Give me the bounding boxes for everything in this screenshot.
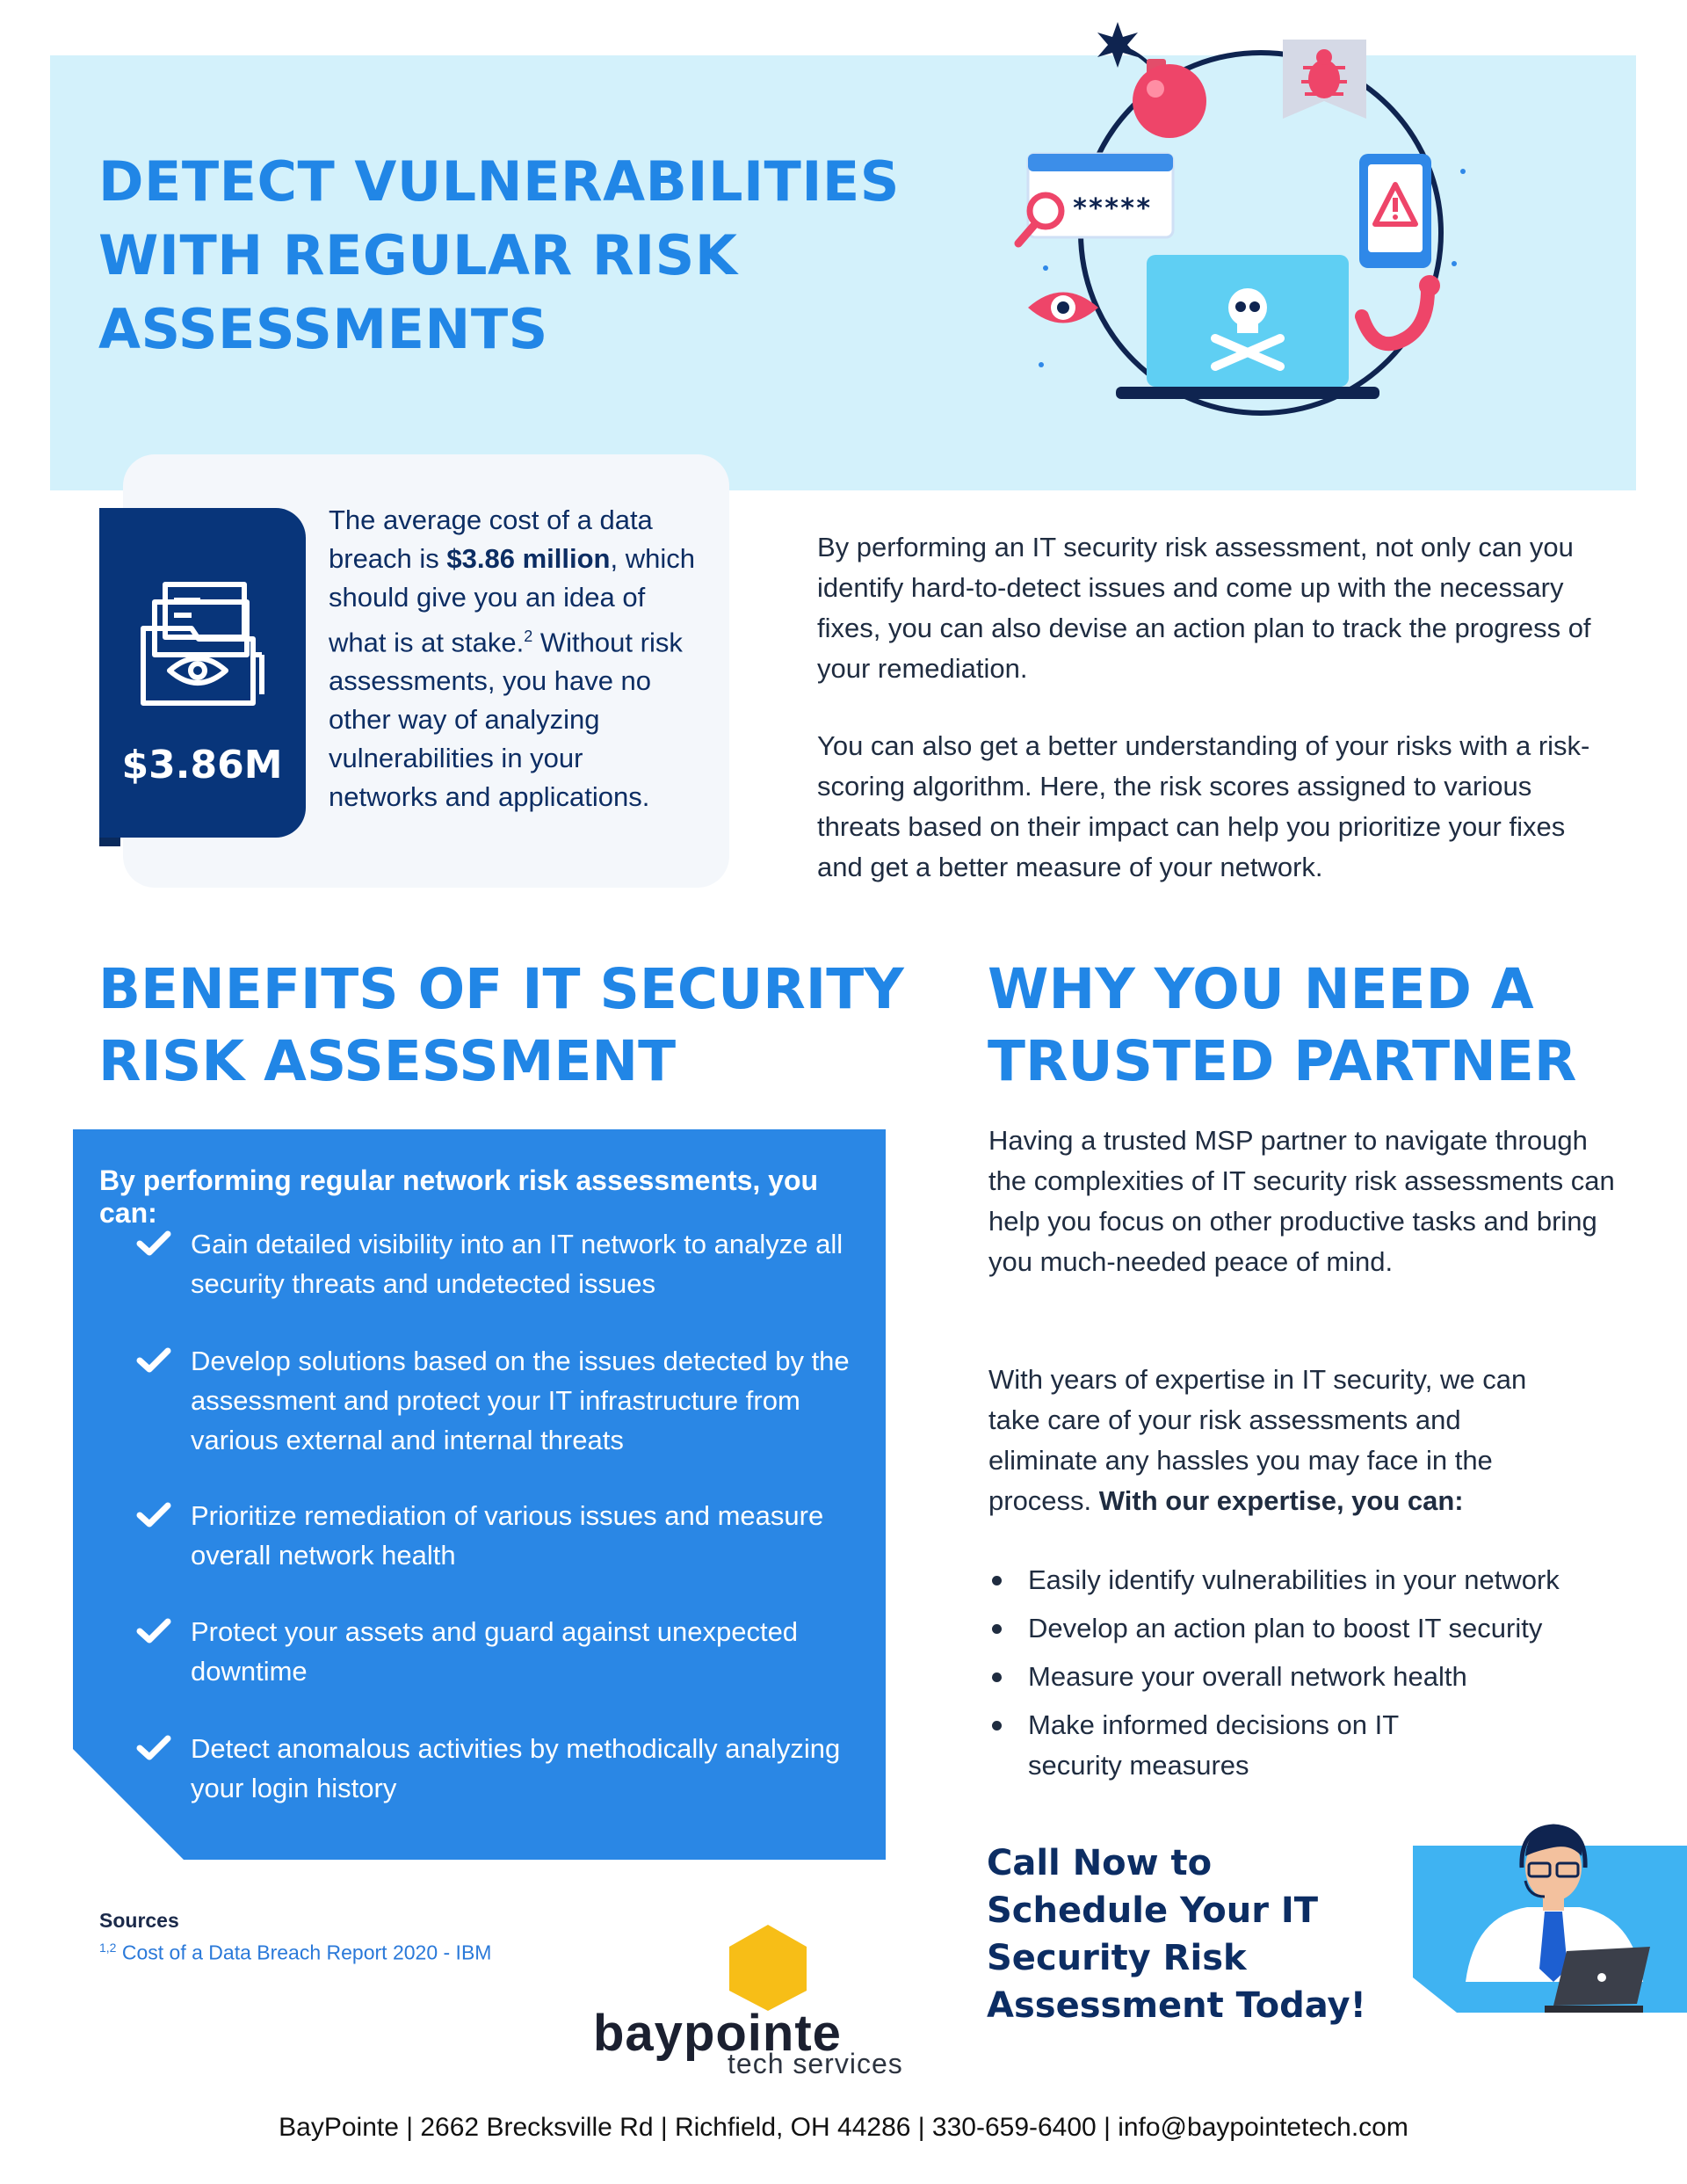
security-threats-illustration bbox=[1006, 13, 1498, 426]
call-to-action: Call Now to Schedule Your IT Security Risk Assessment Today! bbox=[987, 1843, 1366, 2026]
partner-text: With years of expertise in IT security, we can take care of your risk assessments and eliminate any hassles you may face in the process. bbox=[988, 1364, 1527, 1516]
mobile-alert-icon bbox=[1359, 154, 1431, 268]
benefits-intro: By performing regular network risk assessments, you can: bbox=[99, 1165, 819, 1229]
list-item bbox=[988, 1608, 1621, 1649]
benefit-text: Prioritize remediation of various issues and measure overall network health bbox=[191, 1500, 824, 1571]
list-item bbox=[988, 1705, 1432, 1786]
logo-subtitle: tech services bbox=[728, 2048, 903, 2079]
stat-fold bbox=[99, 838, 120, 846]
source-text: Cost of a Data Breach Report 2020 - IBM bbox=[116, 1941, 492, 1964]
support-agent-illustration bbox=[1413, 1802, 1687, 2013]
partner-text-bold: With our expertise, you can: bbox=[1098, 1485, 1464, 1516]
stat-text-bold: $3.86 million bbox=[446, 543, 611, 574]
stat-value: $3.86M bbox=[121, 743, 283, 787]
hexagon-logo-icon bbox=[728, 1923, 808, 2013]
check-icon bbox=[136, 1617, 171, 1643]
list-item bbox=[988, 1560, 1621, 1600]
benefit-text: Gain detailed visibility into an IT network to analyze all security threats and undetected issues bbox=[191, 1229, 844, 1299]
partner-title: WHY YOU NEED A TRUSTED PARTNER bbox=[988, 957, 1577, 1093]
check-icon bbox=[136, 1230, 171, 1256]
sources-title: Sources bbox=[99, 1909, 179, 1932]
logo-wordmark: baypointe bbox=[593, 2005, 842, 2062]
list-item bbox=[988, 1657, 1621, 1697]
page-title: DETECT VULNERABILITIES WITH REGULAR RISK ASSESSMENTS bbox=[98, 149, 900, 361]
partner-bullet-list bbox=[988, 1560, 1621, 1794]
source-citation[interactable] bbox=[99, 1941, 491, 1965]
stat-description bbox=[329, 501, 698, 816]
benefit-text: Develop solutions based on the issues detected by the assessment and protect your IT infrastructure from various external and internal threats bbox=[191, 1346, 850, 1455]
partner-paragraph-2 bbox=[988, 1360, 1551, 1521]
bullet-text: Develop an action plan to boost IT security bbox=[1028, 1613, 1543, 1643]
check-icon bbox=[136, 1501, 171, 1527]
stat-text-part: The average cost of a data breach is bbox=[329, 504, 653, 574]
benefit-item bbox=[136, 1612, 857, 1693]
bullet-icon bbox=[992, 1576, 1002, 1585]
bomb-icon bbox=[1125, 48, 1206, 138]
bullet-icon bbox=[992, 1721, 1002, 1731]
intro-paragraph-1: By performing an IT security risk assessment, not only can you identify hard-to-detect issues and come up with the necessary fixes, you can also devise an action plan to track the progress of your remediation. bbox=[817, 532, 1591, 684]
benefit-text: Detect anomalous activities by methodically analyzing your login history bbox=[191, 1733, 841, 1803]
source-marker: 1,2 bbox=[99, 1941, 117, 1955]
partner-paragraph-1: Having a trusted MSP partner to navigate through the complexities of IT security risk assessments can help you focus on other productive tasks and bring you much-needed peace of mind. bbox=[988, 1125, 1615, 1277]
eye-icon bbox=[1028, 293, 1098, 323]
password-mask: ***** bbox=[1072, 193, 1152, 224]
worm-icon bbox=[1362, 275, 1440, 344]
benefit-item bbox=[136, 1496, 857, 1577]
benefit-item bbox=[136, 1341, 857, 1461]
folder-eye-icon bbox=[139, 576, 266, 707]
password-window-icon bbox=[1018, 154, 1173, 243]
bullet-text: Easily identify vulnerabilities in your network bbox=[1028, 1564, 1560, 1595]
bullet-text: Measure your overall network health bbox=[1028, 1661, 1467, 1692]
bullet-text: Make informed decisions on IT security measures bbox=[1028, 1709, 1399, 1781]
laptop-skull-icon bbox=[1116, 255, 1379, 399]
intro-paragraph-2: You can also get a better understanding of your risks with a risk-scoring algorithm. Here, the risk scores assigned to various threats based on their impact can help you prioritize your fixes and get a better measure of your network. bbox=[817, 730, 1590, 882]
footer-contact: BayPointe | 2662 Brecksville Rd | Richfield, OH 44286 | 330-659-6400 | info@baypointetech.com bbox=[279, 2113, 1408, 2142]
footnote-marker: 2 bbox=[524, 628, 533, 645]
bullet-icon bbox=[992, 1672, 1002, 1682]
check-icon bbox=[136, 1346, 171, 1373]
bug-icon bbox=[1283, 40, 1366, 119]
spark-icon bbox=[1097, 22, 1138, 68]
benefit-item bbox=[136, 1729, 857, 1810]
stat-text-part: , which should give you an idea of what is at stake. bbox=[329, 543, 695, 658]
stat-text-part: Without risk assessments, you have no other way of analyzing vulnerabilities in your networks and applications. bbox=[329, 627, 683, 813]
benefit-text: Protect your assets and guard against unexpected downtime bbox=[191, 1616, 799, 1687]
bullet-icon bbox=[992, 1624, 1002, 1634]
check-icon bbox=[136, 1734, 171, 1760]
benefits-title: BENEFITS OF IT SECURITY RISK ASSESSMENT bbox=[98, 957, 904, 1093]
benefit-item bbox=[136, 1224, 857, 1305]
